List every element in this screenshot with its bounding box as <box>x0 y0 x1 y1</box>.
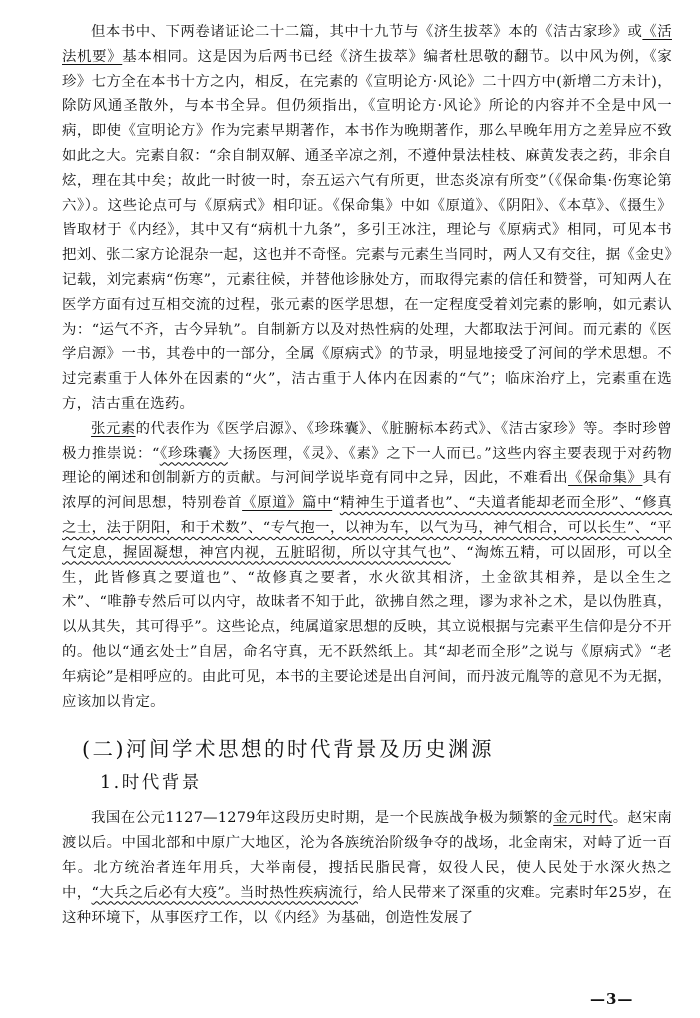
section-heading: (二)河间学术思想的时代背景及历史渊源 <box>82 737 494 762</box>
paragraph-text: 但本书中、下两卷诸证论二十二篇，其中十九节与《济生拔萃》本的《洁古家珍》或 <box>91 24 643 40</box>
underlined-book-title: 《活法机要》 <box>62 24 672 65</box>
paragraph-text: 的代表作为《医学启源》、《珍珠囊》、《脏腑标本药式》、《洁古家珍》等。李时珍曾极力推崇说：“ <box>62 420 672 462</box>
page-number: —3— <box>590 990 634 1008</box>
underlined-era: 金元时代 <box>553 810 613 827</box>
underlined-quotation: 精神生于道者也”、“夫道者能却老而全形”、“修真之士，法于阴阳，和于术数”、“专气抱一，以神为车，以气为马，神气相合，可以长生”、“平气定息，握固凝想，神宫内视，五脏昭彻，所以守其气也” <box>62 495 672 561</box>
body-paragraph-2 <box>62 417 672 715</box>
paragraph-text: 。赵宋南渡以后。中国北部和中原广大地区，沦为各族统治阶级争夺的战场，北金南宋，对峙了近一百年。北方统治者连年用兵，大举南侵，搜括民脂民膏，奴役人民，使人民处于水深火热之中， <box>62 810 673 901</box>
paragraph-text: “ <box>332 495 340 512</box>
underlined-book-title: 《珍珠囊》 <box>159 445 228 462</box>
paragraph-text: 基本相同。这是因为后两书已经《济生拔萃》编者杜思敬的翻节。以中风为例，《家珍》七方全在本书十方之内，相反，在完素的《宣明论方·风论》二十四方中(新增二方未计)，除防风通圣散外，与本书全异。但仍须指出，《宣明论方·风论》所论的内容并不全是中风一病，即使《宣明论方》作为完素早期著作，本书作为晚期著作，那么早晚年用方之差异应不致如此之大。完素自叙：“余自制双解、通圣辛凉之剂，不遵仲景法桂枝、麻黄发表之药，非余自炫，理在其中矣；故此一时彼一时，奈五运六气有所更，世态炎凉有所变”（《保命集·伤寒论第六》）。这些论点可与《原病式》相印证。《保命集》中如《原道》、《阴阳》、《本草》、《摄生》皆取材于《内经》，其中又有“病机十九条”，多引王冰注，理论与《原病式》相同，可见本书把刘、张二家方论混杂一起，这也并不奇怪。完素与元素生当同时，两人又有交往，据《金史》记载，刘完素病“伤寒”，元素往候，并替他诊脉处方，而取得完素的信任和赞誉，可知两人在医学方面有过互相交流的过程，张元素的医学思想，在一定程度受着刘完素的影响，如元素认为：“运气不齐，古今异轨”。自制新方以及对热性病的处理，大都取法于河间。而元素的《医学启源》一书，其卷中的一部分，全属《原病式》的节录，明显地接受了河间的学术思想。不过完素重于人体外在因素的“火”，洁古重于人体内在因素的“气”；临床治疗上，完素重在选方，洁古重在选药。 <box>62 48 673 412</box>
underlined-book-title: 《保命集》 <box>568 470 643 487</box>
body-paragraph-3 <box>62 806 672 930</box>
subsection-heading: 1.时代背景 <box>100 773 202 794</box>
paragraph-text: 、“淘炼五精，可以固形，可以全生，此皆修真之要道也”、“故修真之要者，水火欲其相济，土金欲其相养，是以全生之术”、“唯静专然后可以内守，故昧者不知于此，欲拂自然之理，谬为求补之术，是以伪胜真，以从其失，其可得乎”。这些论点，纯属道家思想的反映，其立说根据与完素平生信仰是分不开的。他以“通玄处士”自居，命名守真，无不跃然纸上。其“却老而全形”之说与《原病式》“老年病论”是相呼应的。由此可见，本书的主要论述是出自河间，而丹波元胤等的意见不为无据，应该加以肯定。 <box>62 544 672 710</box>
paragraph-text: 大扬医理，《灵》、《素》之下一人而已。”这些内容主要表现于对药物理论的阐述和创制新方的贡献。与河间学说毕竟有同中之异，因此，不难看出 <box>62 445 672 487</box>
paragraph-text: ，给人民带来了深重的灾难。完素时年25岁，在这种环境下，从事医疗工作，以《内经》为基础，创造性发展了 <box>62 884 672 926</box>
underlined-name: 张元素 <box>91 420 136 437</box>
paragraph-text: 具有浓厚的河间思想，特别卷首 <box>62 470 672 512</box>
underlined-chapter-title: 《原道》篇中 <box>242 495 333 512</box>
underlined-quotation: “大兵之后必有大疫”。当时热性疾病流行 <box>91 884 358 901</box>
paragraph-text: 我国在公元1127—1279年这段历史时期，是一个民族战争极为频繁的 <box>91 810 554 827</box>
body-paragraph-1 <box>62 20 672 417</box>
